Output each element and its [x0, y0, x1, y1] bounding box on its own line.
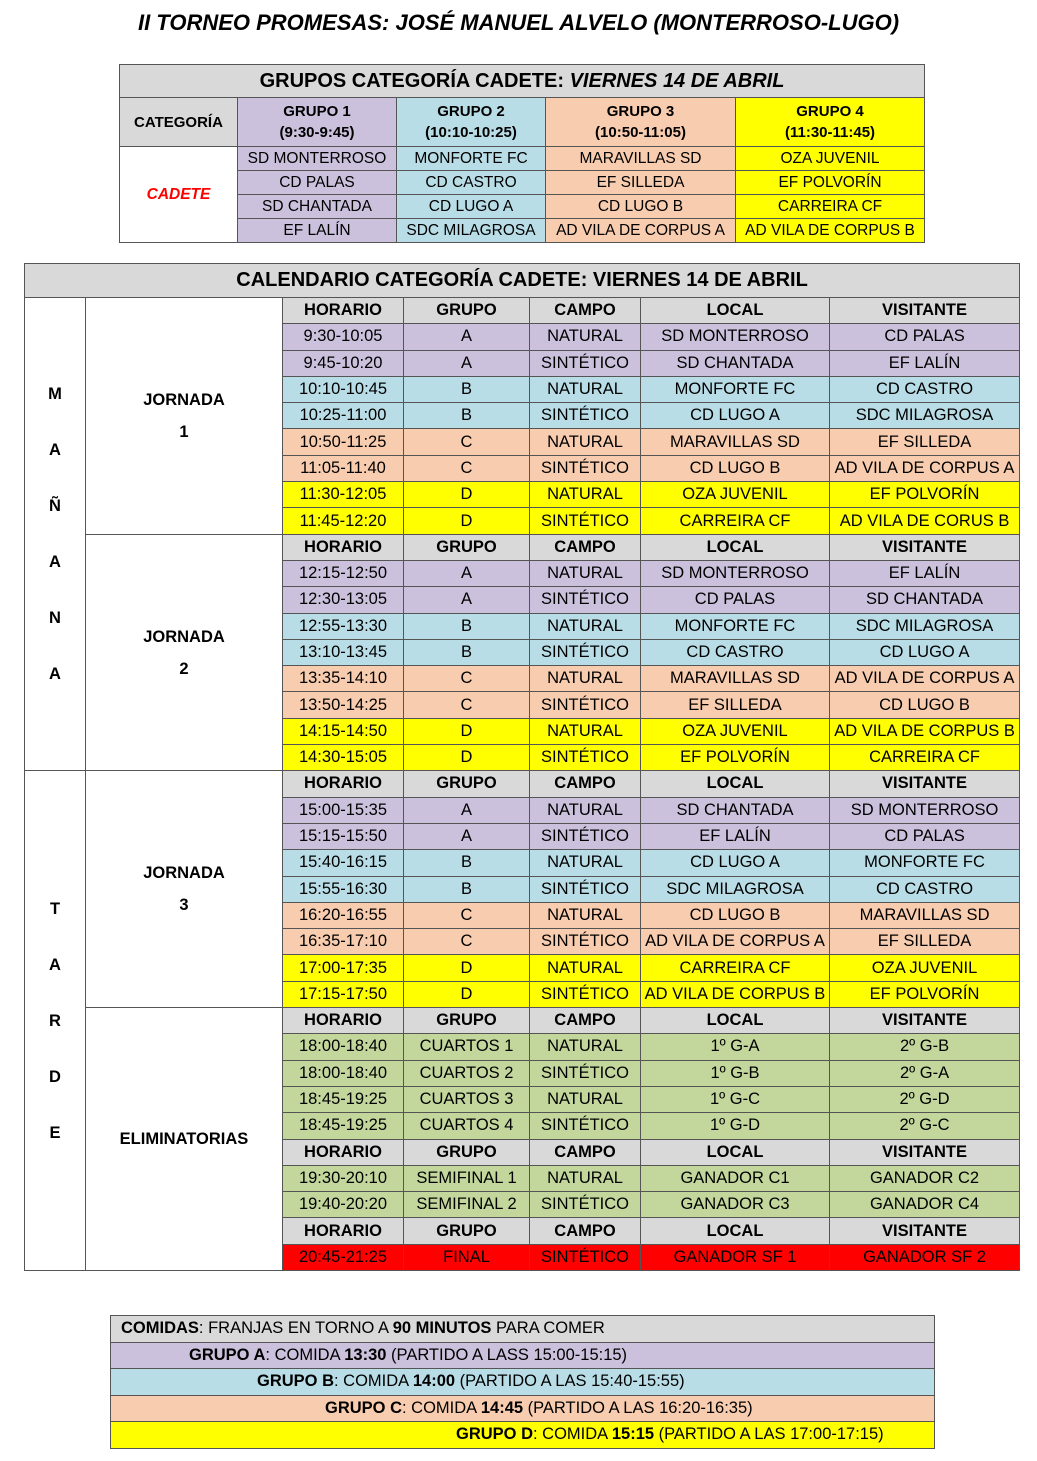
match-visitor: EF SILLEDA — [830, 429, 1020, 455]
match-time: 16:35-17:10 — [283, 929, 404, 955]
meal-row-b: GRUPO B: COMIDA 14:00 (PARTIDO A LAS 15:40-15:55) — [111, 1369, 935, 1396]
groups-title-main: GRUPOS CATEGORÍA CADETE: — [259, 69, 565, 92]
match-visitor: 2º G-B — [830, 1034, 1020, 1060]
jornada-number: 3 — [179, 896, 189, 915]
match-time: 11:45-12:20 — [283, 508, 404, 534]
match-local: 1º G-A — [641, 1034, 830, 1060]
match-visitor: CD PALAS — [830, 324, 1020, 350]
jornada-2-label — [86, 534, 283, 771]
match-group: D — [404, 508, 530, 534]
match-local: CARREIRA CF — [641, 955, 830, 981]
match-group: CUARTOS 4 — [404, 1113, 530, 1139]
group-team: CD CASTRO — [397, 171, 546, 195]
match-visitor: SDC MILAGROSA — [830, 403, 1020, 429]
match-local: MARAVILLAS SD — [641, 666, 830, 692]
match-time: 13:35-14:10 — [283, 666, 404, 692]
match-time: 11:05-11:40 — [283, 455, 404, 481]
match-field: NATURAL — [530, 324, 641, 350]
group-team: CD PALAS — [238, 171, 397, 195]
match-group: SEMIFINAL 1 — [404, 1165, 530, 1191]
match-local: CD LUGO A — [641, 403, 830, 429]
match-group: B — [404, 376, 530, 402]
match-visitor: EF LALÍN — [830, 350, 1020, 376]
match-visitor: EF LALÍN — [830, 560, 1020, 586]
jornada-number: 1 — [179, 422, 189, 441]
match-local: CARREIRA CF — [641, 508, 830, 534]
header-horario: HORARIO — [283, 771, 404, 797]
match-visitor: GANADOR C4 — [830, 1192, 1020, 1218]
meals-header: COMIDAS: FRANJAS EN TORNO A 90 MINUTOS PARA COMER — [111, 1316, 935, 1343]
match-time: 11:30-12:05 — [283, 482, 404, 508]
match-field: SINTÉTICO — [530, 350, 641, 376]
meal-row-d: GRUPO D: COMIDA 15:15 (PARTIDO A LAS 17:00-17:15) — [111, 1422, 935, 1449]
period-letter: A — [49, 665, 61, 684]
match-group: A — [404, 560, 530, 586]
match-group: B — [404, 403, 530, 429]
match-local: SD CHANTADA — [641, 350, 830, 376]
match-visitor: EF SILLEDA — [830, 929, 1020, 955]
match-local: SDC MILAGROSA — [641, 876, 830, 902]
match-time: 10:50-11:25 — [283, 429, 404, 455]
groups-title-date: VIERNES 14 DE ABRIL — [569, 69, 785, 92]
match-field: SINTÉTICO — [530, 1060, 641, 1086]
match-time: 15:15-15:50 — [283, 823, 404, 849]
header-grupo: GRUPO — [404, 1008, 530, 1034]
match-group: C — [404, 692, 530, 718]
match-time: 12:15-12:50 — [283, 560, 404, 586]
match-field: NATURAL — [530, 666, 641, 692]
period-letter: R — [49, 1011, 61, 1030]
match-field: NATURAL — [530, 429, 641, 455]
match-time: 13:10-13:45 — [283, 639, 404, 665]
match-visitor: CD CASTRO — [830, 876, 1020, 902]
jornada-word: JORNADA — [143, 390, 225, 409]
header-local: LOCAL — [641, 1139, 830, 1165]
group-team: SD CHANTADA — [238, 195, 397, 219]
match-time: 13:50-14:25 — [283, 692, 404, 718]
match-visitor: CD LUGO B — [830, 692, 1020, 718]
group-team: EF POLVORÍN — [736, 171, 925, 195]
match-time: 17:00-17:35 — [283, 955, 404, 981]
period-letter: N — [49, 609, 61, 628]
match-field: NATURAL — [530, 955, 641, 981]
match-time: 18:00-18:40 — [283, 1060, 404, 1086]
jornada-3-label — [86, 771, 283, 1008]
header-local: LOCAL — [641, 534, 830, 560]
match-field: SINTÉTICO — [530, 403, 641, 429]
group-team: AD VILA DE CORPUS A — [546, 219, 736, 243]
match-visitor: 2º G-C — [830, 1113, 1020, 1139]
match-visitor: EF POLVORÍN — [830, 981, 1020, 1007]
match-field: SINTÉTICO — [530, 639, 641, 665]
header-visitante: VISITANTE — [830, 1218, 1020, 1244]
match-group: C — [404, 429, 530, 455]
match-visitor: SD CHANTADA — [830, 587, 1020, 613]
header-local: LOCAL — [641, 1218, 830, 1244]
group-header-3: GRUPO 3 (10:50-11:05) — [546, 98, 736, 147]
header-visitante: VISITANTE — [830, 771, 1020, 797]
calendar-table — [24, 263, 1020, 1271]
period-letter: Ñ — [49, 497, 61, 516]
match-time: 14:30-15:05 — [283, 745, 404, 771]
header-campo: CAMPO — [530, 771, 641, 797]
match-time: 14:15-14:50 — [283, 718, 404, 744]
match-visitor: GANADOR C2 — [830, 1165, 1020, 1191]
match-group: B — [404, 639, 530, 665]
match-local: EF POLVORÍN — [641, 745, 830, 771]
group-team: CARREIRA CF — [736, 195, 925, 219]
header-visitante: VISITANTE — [830, 534, 1020, 560]
match-group: CUARTOS 1 — [404, 1034, 530, 1060]
period-letter: M — [48, 385, 62, 404]
match-local: AD VILA DE CORPUS A — [641, 929, 830, 955]
match-field: SINTÉTICO — [530, 1192, 641, 1218]
category-header: CATEGORÍA — [120, 98, 238, 147]
header-horario: HORARIO — [283, 298, 404, 324]
groups-table — [119, 64, 925, 243]
match-time: 16:20-16:55 — [283, 902, 404, 928]
match-local: EF LALÍN — [641, 823, 830, 849]
header-horario: HORARIO — [283, 1218, 404, 1244]
match-field: NATURAL — [530, 1034, 641, 1060]
match-group: D — [404, 955, 530, 981]
match-group: B — [404, 850, 530, 876]
match-local: CD LUGO A — [641, 850, 830, 876]
match-field: NATURAL — [530, 613, 641, 639]
match-visitor: EF POLVORÍN — [830, 482, 1020, 508]
match-field: NATURAL — [530, 1165, 641, 1191]
header-horario: HORARIO — [283, 1008, 404, 1034]
match-time: 18:45-19:25 — [283, 1113, 404, 1139]
match-local: GANADOR SF 1 — [641, 1244, 830, 1270]
match-field: NATURAL — [530, 560, 641, 586]
eliminatorias-label: ELIMINATORIAS — [86, 1008, 283, 1271]
match-group: C — [404, 666, 530, 692]
match-time: 12:30-13:05 — [283, 587, 404, 613]
header-local: LOCAL — [641, 771, 830, 797]
match-local: OZA JUVENIL — [641, 718, 830, 744]
group-team: SDC MILAGROSA — [397, 219, 546, 243]
match-local: CD LUGO B — [641, 455, 830, 481]
match-visitor: SDC MILAGROSA — [830, 613, 1020, 639]
period-letter: D — [49, 1067, 61, 1086]
match-visitor: MARAVILLAS SD — [830, 902, 1020, 928]
match-group: C — [404, 902, 530, 928]
match-time: 15:40-16:15 — [283, 850, 404, 876]
header-horario: HORARIO — [283, 1139, 404, 1165]
match-group: D — [404, 745, 530, 771]
match-time: 9:45-10:20 — [283, 350, 404, 376]
header-local: LOCAL — [641, 1008, 830, 1034]
match-time: 18:45-19:25 — [283, 1086, 404, 1112]
match-field: NATURAL — [530, 902, 641, 928]
match-group: CUARTOS 3 — [404, 1086, 530, 1112]
header-campo: CAMPO — [530, 1218, 641, 1244]
header-grupo: GRUPO — [404, 771, 530, 797]
match-group: C — [404, 929, 530, 955]
jornada-1-label — [86, 298, 283, 535]
match-visitor: AD VILA DE CORUS B — [830, 508, 1020, 534]
match-visitor: CARREIRA CF — [830, 745, 1020, 771]
group-team: EF LALÍN — [238, 219, 397, 243]
period-letter: A — [49, 441, 61, 460]
group-team: MARAVILLAS SD — [546, 147, 736, 171]
header-horario: HORARIO — [283, 534, 404, 560]
match-local: EF SILLEDA — [641, 692, 830, 718]
match-group: A — [404, 823, 530, 849]
match-local: SD CHANTADA — [641, 797, 830, 823]
match-local: MARAVILLAS SD — [641, 429, 830, 455]
header-visitante: VISITANTE — [830, 1139, 1020, 1165]
match-local: GANADOR C3 — [641, 1192, 830, 1218]
match-visitor: CD PALAS — [830, 823, 1020, 849]
match-field: SINTÉTICO — [530, 929, 641, 955]
match-local: 1º G-B — [641, 1060, 830, 1086]
match-time: 10:10-10:45 — [283, 376, 404, 402]
match-field: NATURAL — [530, 1086, 641, 1112]
match-field: SINTÉTICO — [530, 745, 641, 771]
header-local: LOCAL — [641, 298, 830, 324]
match-visitor: OZA JUVENIL — [830, 955, 1020, 981]
match-time: 18:00-18:40 — [283, 1034, 404, 1060]
group-team: SD MONTERROSO — [238, 147, 397, 171]
match-visitor: AD VILA DE CORPUS A — [830, 455, 1020, 481]
meals-table — [110, 1315, 935, 1449]
match-time: 15:55-16:30 — [283, 876, 404, 902]
match-visitor: MONFORTE FC — [830, 850, 1020, 876]
header-campo: CAMPO — [530, 298, 641, 324]
header-grupo: GRUPO — [404, 1139, 530, 1165]
group-header-1: GRUPO 1 (9:30-9:45) — [238, 98, 397, 147]
match-group: CUARTOS 2 — [404, 1060, 530, 1086]
match-time: 15:00-15:35 — [283, 797, 404, 823]
period-letter: A — [49, 553, 61, 572]
match-local: SD MONTERROSO — [641, 324, 830, 350]
match-local: 1º G-C — [641, 1086, 830, 1112]
match-group: C — [404, 455, 530, 481]
match-time: 10:25-11:00 — [283, 403, 404, 429]
match-local: CD CASTRO — [641, 639, 830, 665]
match-field: SINTÉTICO — [530, 692, 641, 718]
match-time: 20:45-21:25 — [283, 1244, 404, 1270]
match-field: SINTÉTICO — [530, 876, 641, 902]
group-team: AD VILA DE CORPUS B — [736, 219, 925, 243]
match-group: A — [404, 350, 530, 376]
match-visitor: SD MONTERROSO — [830, 797, 1020, 823]
group-team: OZA JUVENIL — [736, 147, 925, 171]
match-visitor: 2º G-A — [830, 1060, 1020, 1086]
match-field: NATURAL — [530, 797, 641, 823]
match-field: NATURAL — [530, 376, 641, 402]
period-letter: A — [49, 955, 61, 974]
group-team: EF SILLEDA — [546, 171, 736, 195]
period-letter: E — [49, 1123, 61, 1142]
match-local: 1º G-D — [641, 1113, 830, 1139]
match-group: D — [404, 981, 530, 1007]
match-local: CD LUGO B — [641, 902, 830, 928]
period-letter: T — [49, 899, 61, 918]
group-header-2: GRUPO 2 (10:10-10:25) — [397, 98, 546, 147]
match-visitor: AD VILA DE CORPUS B — [830, 718, 1020, 744]
category-cadete: CADETE — [120, 147, 238, 243]
match-field: NATURAL — [530, 718, 641, 744]
match-local: MONFORTE FC — [641, 613, 830, 639]
match-field: SINTÉTICO — [530, 823, 641, 849]
header-grupo: GRUPO — [404, 534, 530, 560]
groups-title — [120, 65, 925, 98]
match-field: SINTÉTICO — [530, 508, 641, 534]
match-group: A — [404, 797, 530, 823]
match-visitor: GANADOR SF 2 — [830, 1244, 1020, 1270]
jornada-word: JORNADA — [143, 627, 225, 646]
page-title: II TORNEO PROMESAS: JOSÉ MANUEL ALVELO (MONTERROSO-LUGO) — [137, 10, 900, 35]
match-group: A — [404, 324, 530, 350]
meal-row-a: GRUPO A: COMIDA 13:30 (PARTIDO A LASS 15:00-15:15) — [111, 1342, 935, 1369]
match-local: MONFORTE FC — [641, 376, 830, 402]
group-header-4: GRUPO 4 (11:30-11:45) — [736, 98, 925, 147]
match-time: 19:40-20:20 — [283, 1192, 404, 1218]
match-time: 19:30-20:10 — [283, 1165, 404, 1191]
match-field: SINTÉTICO — [530, 1244, 641, 1270]
match-field: SINTÉTICO — [530, 587, 641, 613]
meal-row-c: GRUPO C: COMIDA 14:45 (PARTIDO A LAS 16:20-16:35) — [111, 1395, 935, 1422]
jornada-word: JORNADA — [143, 864, 225, 883]
header-campo: CAMPO — [530, 1139, 641, 1165]
match-local: OZA JUVENIL — [641, 482, 830, 508]
period-morning — [25, 298, 86, 771]
match-group: SEMIFINAL 2 — [404, 1192, 530, 1218]
match-local: CD PALAS — [641, 587, 830, 613]
match-field: SINTÉTICO — [530, 1113, 641, 1139]
group-team: MONFORTE FC — [397, 147, 546, 171]
match-group: FINAL — [404, 1244, 530, 1270]
jornada-number: 2 — [179, 659, 189, 678]
match-group: D — [404, 482, 530, 508]
calendar-title: CALENDARIO CATEGORÍA CADETE: VIERNES 14 DE ABRIL — [25, 264, 1020, 298]
match-visitor: CD LUGO A — [830, 639, 1020, 665]
match-local: AD VILA DE CORPUS B — [641, 981, 830, 1007]
match-group: B — [404, 613, 530, 639]
header-visitante: VISITANTE — [830, 1008, 1020, 1034]
match-visitor: 2º G-D — [830, 1086, 1020, 1112]
match-field: NATURAL — [530, 850, 641, 876]
match-visitor: AD VILA DE CORPUS A — [830, 666, 1020, 692]
match-time: 17:15-17:50 — [283, 981, 404, 1007]
match-field: SINTÉTICO — [530, 981, 641, 1007]
group-team: CD LUGO B — [546, 195, 736, 219]
match-group: D — [404, 718, 530, 744]
match-group: A — [404, 587, 530, 613]
match-field: NATURAL — [530, 482, 641, 508]
header-campo: CAMPO — [530, 534, 641, 560]
header-campo: CAMPO — [530, 1008, 641, 1034]
header-visitante: VISITANTE — [830, 298, 1020, 324]
match-local: GANADOR C1 — [641, 1165, 830, 1191]
match-time: 9:30-10:05 — [283, 324, 404, 350]
match-field: SINTÉTICO — [530, 455, 641, 481]
header-grupo: GRUPO — [404, 1218, 530, 1244]
period-afternoon — [25, 771, 86, 1271]
match-local: SD MONTERROSO — [641, 560, 830, 586]
match-visitor: CD CASTRO — [830, 376, 1020, 402]
header-grupo: GRUPO — [404, 298, 530, 324]
match-group: B — [404, 876, 530, 902]
match-time: 12:55-13:30 — [283, 613, 404, 639]
group-team: CD LUGO A — [397, 195, 546, 219]
